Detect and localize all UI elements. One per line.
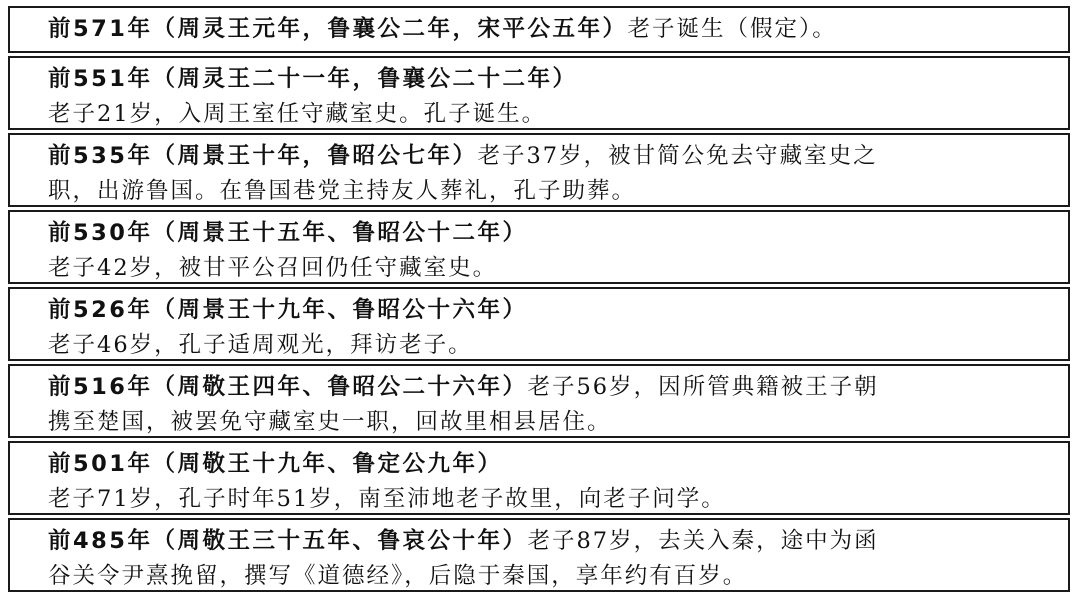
entry-year-heading: 前526年（周景王十九年、鲁昭公十六年） [48, 297, 528, 323]
entry-text-continued: 谷关令尹熹挽留，撰写《道德经》，后隐于秦国，享年约有百岁。 [48, 563, 748, 589]
entry-text: 老子21岁，入周王室任守藏室史。孔子诞生。 [48, 101, 547, 127]
entry-line [48, 524, 1056, 559]
entry-year-heading: 前516年（周敬王四年、鲁昭公二十六年） [48, 374, 528, 400]
entry-text-continued: 携至楚国，被罢免守藏室史一职，回故里相县居住。 [48, 409, 612, 435]
entry-year-heading: 前551年（周灵王二十一年，鲁襄公二十二年） [48, 66, 578, 92]
entry-line [48, 62, 1056, 97]
timeline-entry-535 [8, 133, 1070, 207]
timeline-entry-551 [8, 56, 1070, 130]
entry-year-heading: 前501年（周敬王十九年、鲁定公九年） [48, 451, 503, 477]
entry-text: 老子42岁，被甘平公召回仍任守藏室史。 [48, 255, 498, 281]
timeline-entry-530 [8, 210, 1070, 284]
entry-line [48, 293, 1056, 328]
entry-year-heading: 前530年（周景王十五年、鲁昭公十二年） [48, 220, 528, 246]
entry-line [48, 447, 1056, 482]
entry-line [48, 139, 1056, 174]
entry-year-heading: 前485年（周敬王三十五年、鲁哀公十年） [48, 528, 528, 554]
timeline-entry-526 [8, 287, 1070, 361]
timeline-entry-571 [8, 6, 1070, 53]
timeline-table [8, 6, 1070, 592]
entry-text: 老子诞生（假定）。 [627, 16, 837, 42]
entry-line [48, 12, 1056, 47]
timeline-entry-501 [8, 441, 1070, 515]
entry-year-heading: 前571年（周灵王元年，鲁襄公二年，宋平公五年） [48, 16, 628, 42]
entry-text: 老子46岁，孔子适周观光，拜访老子。 [48, 332, 473, 358]
entry-text-continued: 职，出游鲁国。在鲁国巷党主持友人葬礼，孔子助葬。 [48, 178, 637, 204]
entry-line [48, 216, 1056, 251]
entry-line [48, 370, 1056, 405]
timeline-entry-485 [8, 518, 1070, 592]
entry-year-heading: 前535年（周景王十年，鲁昭公七年） [48, 143, 478, 169]
entry-text: 老子37岁，被甘简公免去守藏室史之 [477, 143, 878, 169]
entry-text: 老子87岁，去关入秦，途中为函 [527, 528, 879, 554]
entry-text: 老子56岁，因所管典籍被王子朝 [527, 374, 879, 400]
timeline-entry-516 [8, 364, 1070, 438]
entry-text: 老子71岁，孔子时年51岁，南至沛地老子故里，向老子问学。 [48, 486, 726, 512]
